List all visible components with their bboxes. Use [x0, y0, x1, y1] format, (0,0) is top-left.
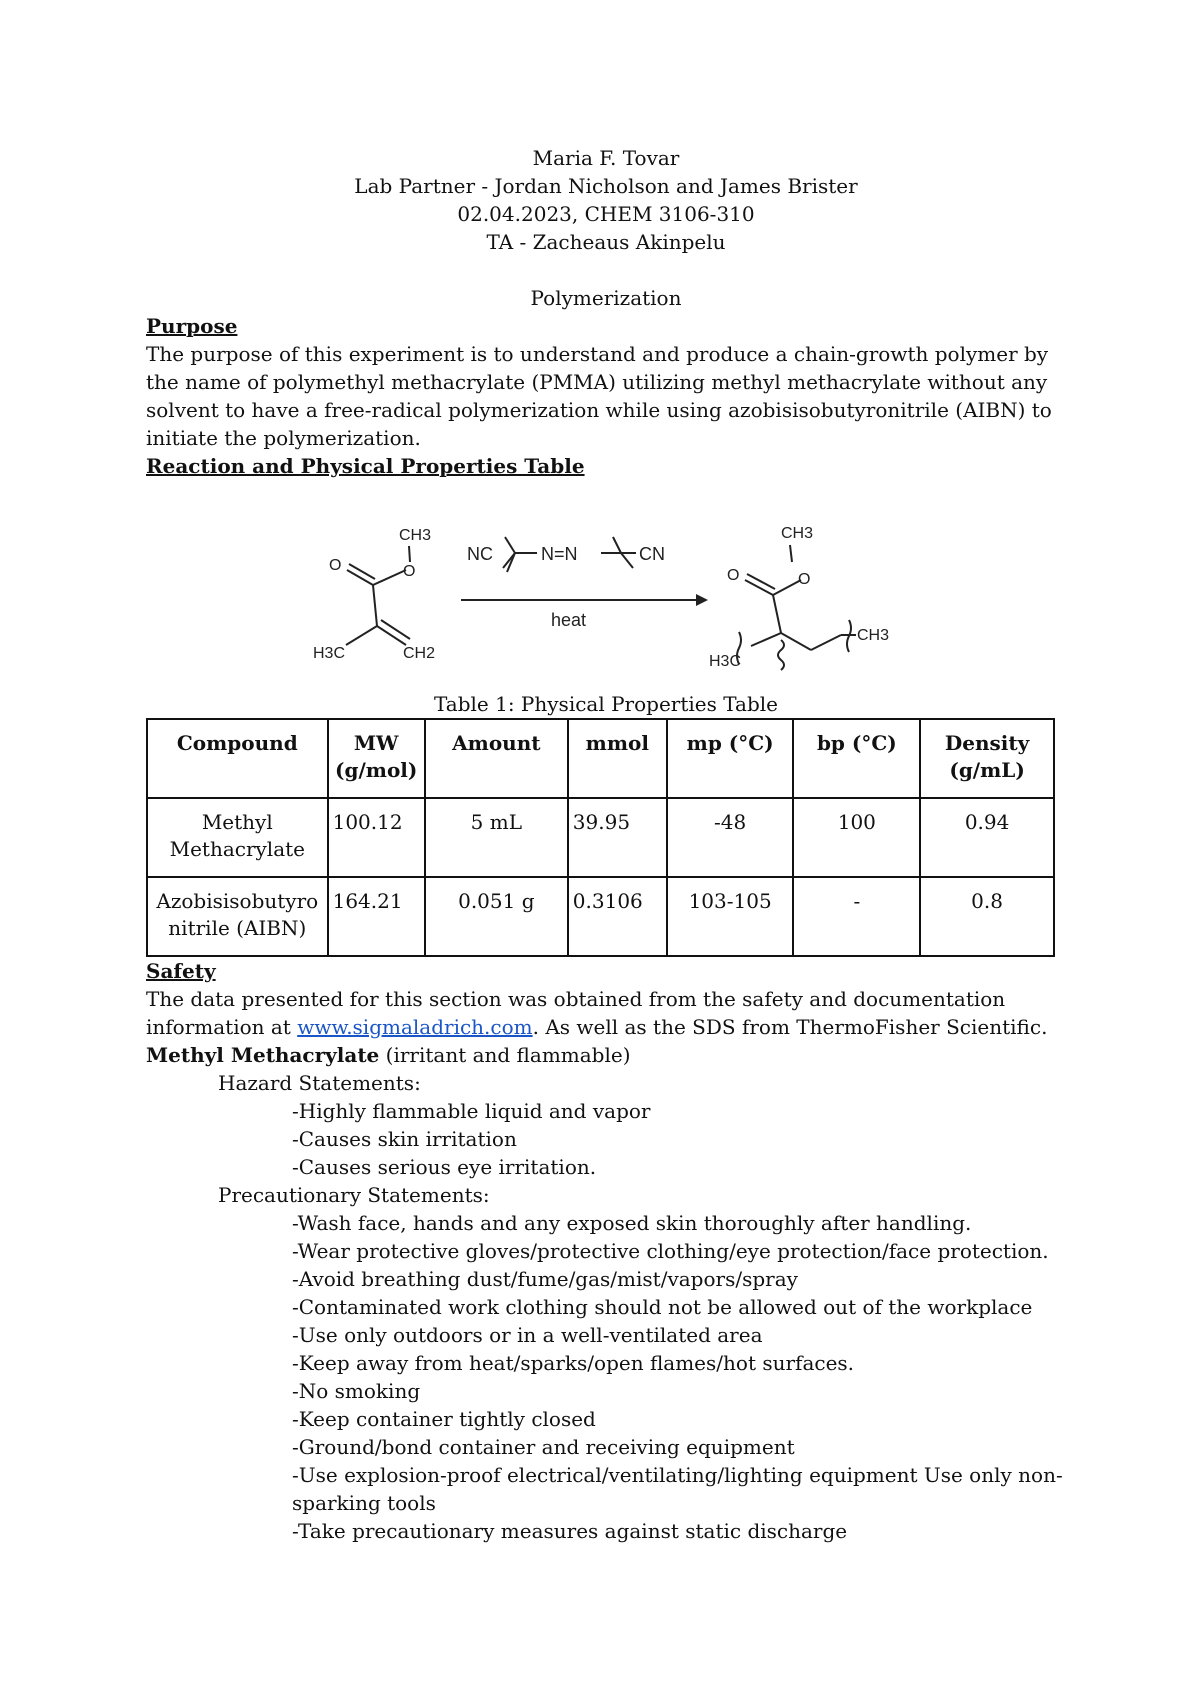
table-row [147, 877, 1054, 956]
ta-name: TA - Zacheaus Akinpelu [486, 230, 726, 254]
header-cell: MW (g/mol) [328, 719, 425, 798]
table-cell: 0.3106 [568, 877, 667, 956]
list-item: -Wash face, hands and any exposed skin thoroughly after handling. [292, 1211, 972, 1235]
list-item: -Take precautionary measures against static discharge [292, 1519, 848, 1543]
label-ch3-right: CH3 [857, 627, 890, 644]
safety-intro [146, 985, 1066, 1041]
label-o-left: O [403, 563, 416, 580]
label-h3c-left: H3C [313, 645, 346, 662]
author-name: Maria F. Tovar [532, 146, 680, 170]
list-item: -Use only outdoors or in a well-ventilated area [292, 1323, 763, 1347]
label-cn: CN [639, 544, 665, 564]
header-cell: mmol [568, 719, 667, 798]
lab-partners: Lab Partner - Jordan Nicholson and James Brister [354, 174, 858, 198]
label-h3c-right: H3C [709, 653, 742, 670]
list-item: -Highly flammable liquid and vapor [292, 1099, 651, 1123]
table-cell: 100.12 [328, 798, 425, 877]
list-item: -Keep container tightly closed [292, 1407, 596, 1431]
compound-note: (irritant and flammable) [379, 1043, 631, 1067]
table-cell: 0.051 g [425, 877, 568, 956]
list-item: -No smoking [292, 1379, 421, 1403]
purpose-text: The purpose of this experiment is to understand and produce a chain-growth polymer by the name of polymethyl methacrylate (PMMA) utilizing methyl methacrylate without any solvent to have a free-radical polymerization while using azobisisobutyronitrile (AIBN) to initiate the polymerization. [146, 342, 1052, 450]
header-cell: mp (°C) [667, 719, 794, 798]
header-cell: Compound [147, 719, 328, 798]
table-cell: 100 [793, 798, 920, 877]
table-cell: 0.94 [920, 798, 1054, 877]
precaution-heading: Precautionary Statements: [218, 1183, 490, 1207]
sigma-link[interactable]: www.sigmaladrich.com [297, 1015, 533, 1039]
label-ch3-right-top: CH3 [781, 525, 814, 542]
physical-properties-table [146, 718, 1055, 957]
list-item: -Wear protective gloves/protective clothing/eye protection/face protection. [292, 1239, 1049, 1263]
list-item: -Use explosion-proof electrical/ventilating/lighting equipment Use only non-sparking tools [292, 1463, 1063, 1515]
header-cell: bp (°C) [793, 719, 920, 798]
table-header-row [147, 719, 1054, 798]
list-item: -Causes serious eye irritation. [292, 1155, 597, 1179]
label-nc: NC [467, 544, 493, 564]
document-page [146, 144, 1066, 1545]
table-cell: 103-105 [667, 877, 794, 956]
table-cell: - [793, 877, 920, 956]
list-item: -Avoid breathing dust/fume/gas/mist/vapors/spray [292, 1267, 798, 1291]
list-item: -Causes skin irritation [292, 1127, 517, 1151]
table-row [147, 798, 1054, 877]
table-caption: Table 1: Physical Properties Table [434, 692, 778, 716]
compound-name: Methyl Methacrylate [146, 1043, 380, 1067]
safety-heading: Safety [146, 959, 216, 983]
label-o-right: O [798, 571, 811, 588]
header-block [146, 144, 1066, 312]
table-cell: 5 mL [425, 798, 568, 877]
header-cell: Amount [425, 719, 568, 798]
date-course: 02.04.2023, CHEM 3106-310 [457, 202, 755, 226]
list-item: -Ground/bond container and receiving equipment [292, 1435, 795, 1459]
table-cell: 39.95 [568, 798, 667, 877]
document-title: Polymerization [530, 286, 682, 310]
compound-line [146, 1041, 1066, 1069]
label-o-dbl-left: O [329, 557, 342, 574]
label-o-dbl-right: O [727, 567, 740, 584]
safety-intro-tail: . As well as the SDS from ThermoFisher Scientific. [532, 1015, 1048, 1039]
header-cell: Density (g/mL) [920, 719, 1054, 798]
purpose-heading: Purpose [146, 314, 238, 338]
spacer [146, 256, 1066, 284]
table-cell: 0.8 [920, 877, 1054, 956]
table-cell: 164.21 [328, 877, 425, 956]
label-ch3-left: CH3 [399, 527, 432, 544]
hazard-heading: Hazard Statements: [218, 1071, 421, 1095]
label-heat: heat [551, 610, 587, 630]
list-item: -Contaminated work clothing should not be allowed out of the workplace [292, 1295, 1033, 1319]
table-cell: -48 [667, 798, 794, 877]
reaction-heading: Reaction and Physical Properties Table [146, 454, 585, 478]
reaction-scheme [311, 510, 891, 690]
label-ch2: CH2 [403, 645, 436, 662]
list-item: -Keep away from heat/sparks/open flames/hot surfaces. [292, 1351, 855, 1375]
table-cell: Azobisisobutyro nitrile (AIBN) [147, 877, 328, 956]
label-nn: N=N [541, 544, 578, 564]
safety-intro-text: The data presented for this section was obtained from the safety and documentation information at [146, 987, 1006, 1039]
table-cell: Methyl Methacrylate [147, 798, 328, 877]
